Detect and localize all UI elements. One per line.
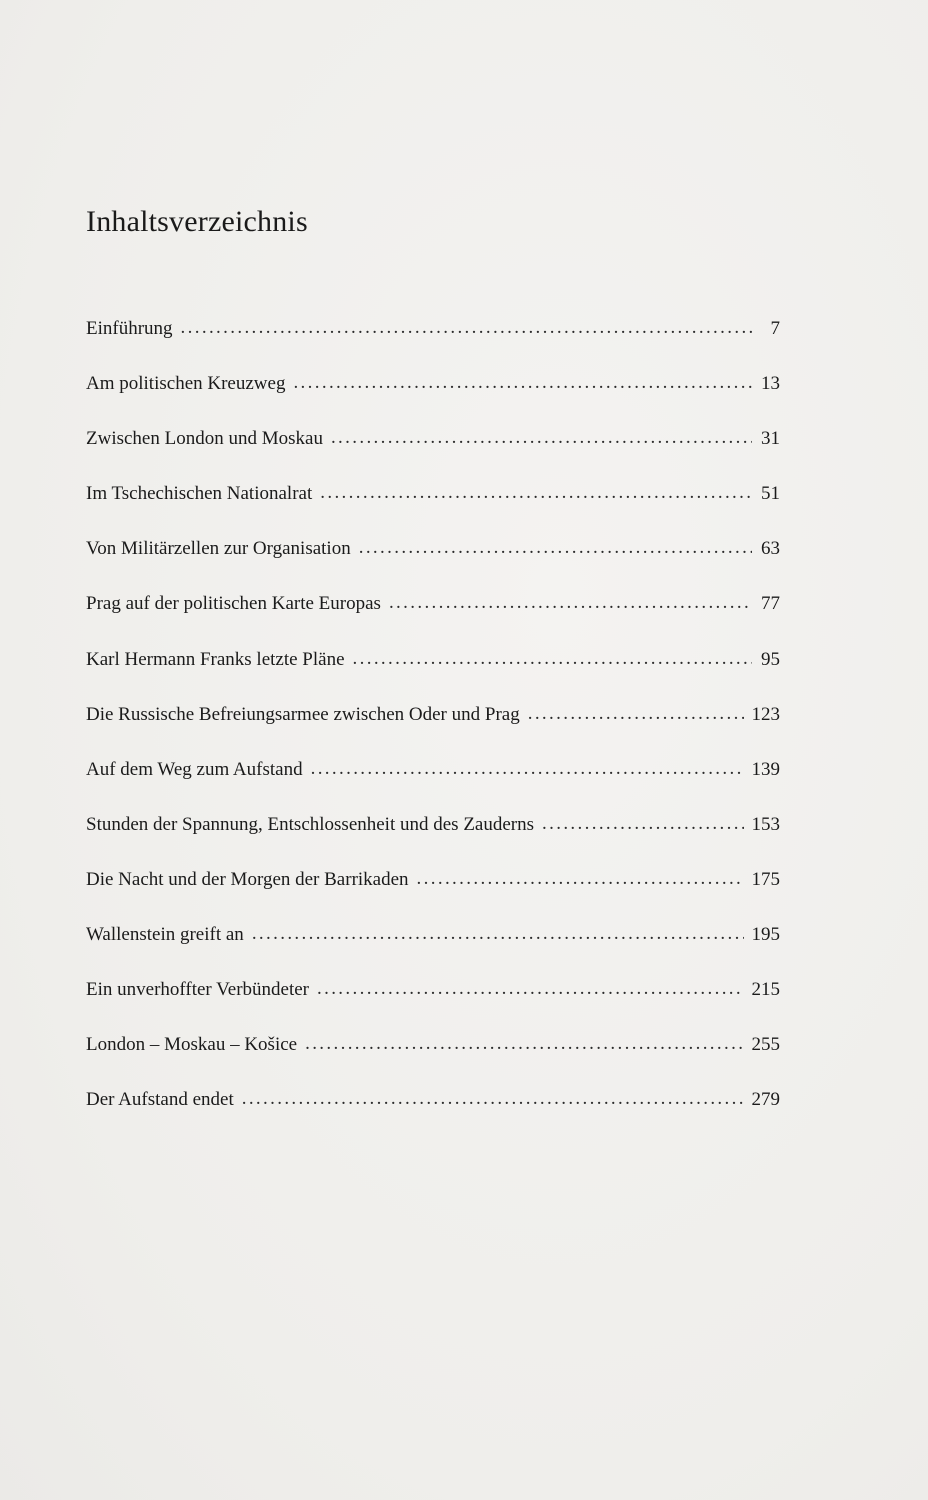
toc-entry [86, 426, 780, 481]
toc-entry-page: 279 [751, 1089, 780, 1111]
toc-entry-page: 63 [761, 538, 780, 560]
toc-entry [86, 757, 780, 812]
toc-entry [86, 481, 780, 536]
toc-entry-page: 139 [751, 758, 780, 780]
toc-entry-page: 7 [770, 318, 780, 339]
toc-entry [86, 702, 780, 757]
toc-entry-page: 51 [761, 483, 780, 505]
dot-leader [252, 921, 744, 947]
toc-entry [86, 812, 780, 867]
table-of-contents [86, 316, 780, 1142]
toc-entry-page: 215 [751, 979, 780, 1001]
toc-entry-title: Prag auf der politischen Karte Europas [86, 593, 381, 615]
toc-entry-title: Die Nacht und der Morgen der Barrikaden [86, 868, 409, 890]
toc-entry-title: Im Tschechischen Nationalrat [86, 483, 313, 505]
page-title: Inhaltsverzeichnis [86, 205, 308, 238]
dot-leader [353, 646, 752, 672]
dot-leader [331, 425, 752, 451]
toc-entry [86, 1087, 780, 1142]
dot-leader [389, 590, 752, 616]
toc-entry-title: Zwischen London und Moskau [86, 428, 323, 450]
toc-entry [86, 371, 780, 426]
toc-entry-page: 195 [751, 924, 780, 946]
toc-entry [86, 1032, 780, 1087]
toc-entry-title: Stunden der Spannung, Entschlossenheit und des Zauderns [86, 813, 535, 835]
toc-entry-title: Ein unverhoffter Verbündeter [86, 979, 309, 1001]
toc-entry [86, 647, 780, 702]
dot-leader [181, 315, 752, 341]
toc-entry-page: 123 [751, 703, 780, 725]
dot-leader [311, 756, 744, 782]
toc-entry-page: 31 [761, 428, 780, 450]
toc-entry [86, 591, 780, 646]
toc-entry-title: London – Moskau – Košice [86, 1034, 298, 1056]
toc-entry [86, 316, 780, 371]
dot-leader [528, 701, 744, 727]
toc-entry-title: Wallenstein greift an [86, 924, 244, 946]
toc-entry-page: 95 [761, 648, 780, 670]
toc-entry-title: Die Russische Befreiungsarmee zwischen Oder und Prag [86, 703, 520, 725]
dot-leader [242, 1086, 744, 1112]
toc-entry-title: Einführung [86, 318, 173, 339]
toc-entry-page: 77 [761, 593, 780, 615]
dot-leader [320, 480, 752, 506]
toc-entry [86, 977, 780, 1032]
dot-leader [305, 1031, 743, 1057]
dot-leader [417, 866, 744, 892]
toc-entry-title: Karl Hermann Franks letzte Pläne [86, 648, 345, 670]
toc-entry-page: 153 [751, 813, 780, 835]
toc-entry-title: Am politischen Kreuzweg [86, 373, 286, 395]
toc-entry-page: 175 [751, 868, 780, 890]
toc-entry-title: Der Aufstand endet [86, 1089, 234, 1111]
toc-entry-title: Auf dem Weg zum Aufstand [86, 758, 303, 780]
dot-leader [542, 811, 743, 837]
toc-entry-title: Von Militärzellen zur Organisation [86, 538, 351, 560]
dot-leader [317, 976, 744, 1002]
toc-entry-page: 255 [751, 1034, 780, 1056]
dot-leader [293, 370, 752, 396]
toc-entry [86, 536, 780, 591]
toc-entry [86, 867, 780, 922]
toc-entry-page: 13 [761, 373, 780, 395]
dot-leader [359, 535, 752, 561]
toc-entry [86, 922, 780, 977]
